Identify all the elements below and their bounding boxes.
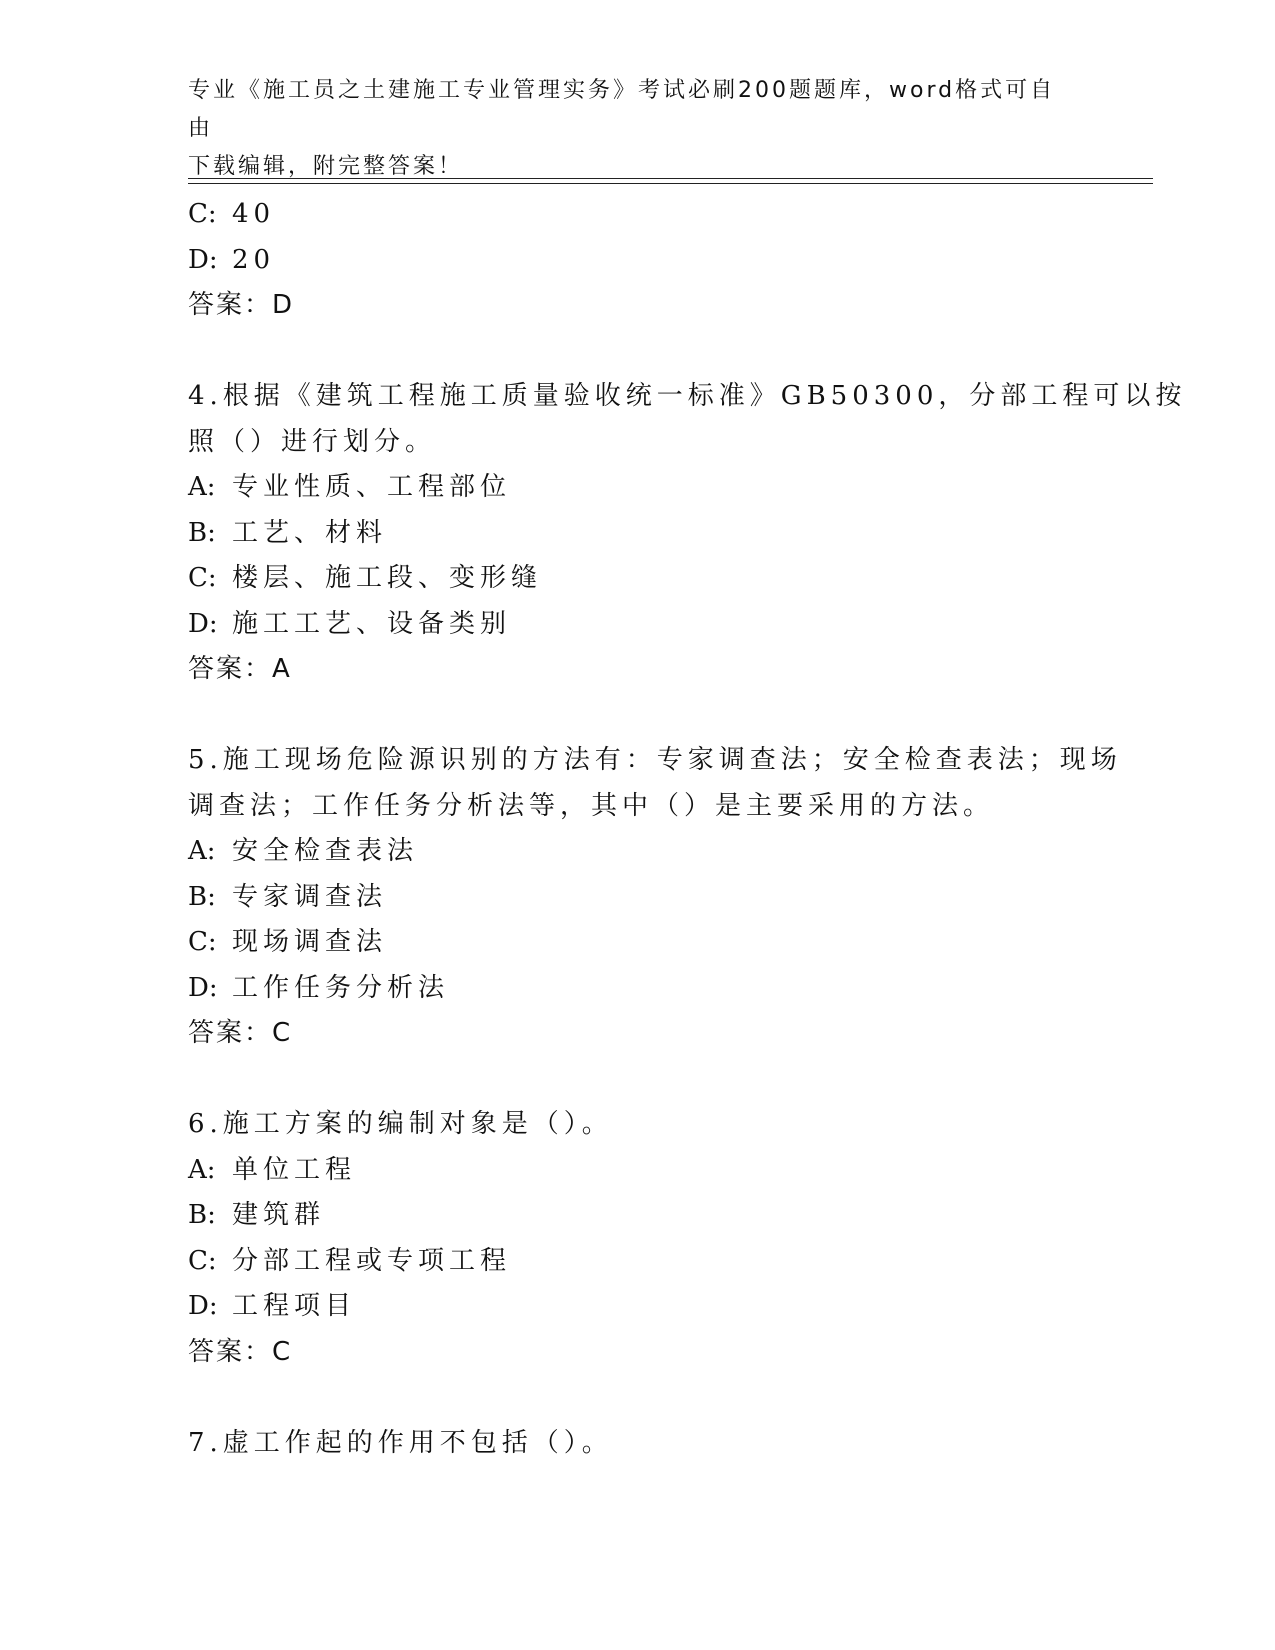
option-b [188,511,1088,557]
option-letter: A: [188,472,216,502]
question-4 [188,374,1187,693]
option-d [188,602,1088,648]
option-letter: C: [188,563,217,593]
spacer [188,1057,1088,1103]
question-6 [188,1102,1088,1375]
answer-line: 答案：D [188,290,295,320]
option-a [188,1148,1088,1194]
option-text: 专业性质、工程部位 [232,472,512,502]
option-d [188,966,1088,1012]
option-text: 建筑群 [232,1200,326,1230]
option-letter: D: [188,244,218,275]
option-text: 分部工程或专项工程 [232,1245,512,1276]
spacer [188,693,1088,739]
option-letter: C: [188,199,217,229]
option-letter: B: [188,517,216,548]
option-b [188,1193,1088,1239]
option-text: 安全检查表法 [232,836,419,866]
option-text: 施工工艺、设备类别 [232,608,512,639]
option-c [188,1239,1088,1285]
option-text: 工程项目 [232,1291,357,1321]
answer-line: 答案：C [188,1336,293,1367]
header-line-2: 下载编辑，附完整答案！ [188,154,464,179]
spacer [188,1375,1088,1421]
spacer [188,329,1088,375]
option-text: 工艺、材料 [232,517,388,548]
question-stem-cont: 调查法；工作任务分析法等，其中（）是主要采用的方法。 [188,790,995,821]
option-letter: D: [188,1291,218,1321]
option-text: 单位工程 [232,1154,357,1185]
document-header [188,72,1068,186]
option-letter: A: [188,1154,216,1185]
question-stem: 4.根据《建筑工程施工质量验收统一标准》GB50300，分部工程可以按 [188,381,1187,411]
answer-line: 答案：C [188,1018,293,1048]
option-d [188,1284,1088,1330]
question-3-tail [188,192,1088,329]
option-letter: B: [188,1200,216,1230]
question-5 [188,738,1122,1057]
option-c [188,192,1088,238]
option-d [188,238,1088,284]
option-letter: D: [188,972,218,1003]
option-letter: A: [188,836,216,866]
option-text: 工作任务分析法 [232,972,450,1003]
option-text: 楼层、施工段、变形缝 [232,563,543,593]
option-c [188,556,1088,602]
header-line-1: 专业《施工员之土建施工专业管理实务》考试必刷200题题库，word格式可自由 [188,78,1056,141]
option-letter: B: [188,881,216,912]
option-text: 现场调查法 [232,927,388,957]
header-divider-bottom [188,183,1153,184]
question-stem: 5.施工现场危险源识别的方法有：专家调查法；安全检查表法；现场 [188,745,1122,775]
option-letter: C: [188,1245,217,1276]
question-7 [188,1421,1088,1467]
option-c [188,920,1088,966]
option-text: 专家调查法 [232,881,388,912]
option-letter: D: [188,608,218,639]
option-text: 20 [232,244,276,275]
question-stem: 6.施工方案的编制对象是（）。 [188,1109,613,1139]
question-stem-cont: 照（）进行划分。 [188,426,437,457]
option-letter: C: [188,927,217,957]
option-b [188,875,1088,921]
option-text: 40 [232,199,276,229]
option-a [188,465,1088,511]
question-list [188,192,1187,1466]
question-stem: 7.虚工作起的作用不包括（）。 [188,1427,613,1458]
option-a [188,829,1088,875]
header-divider-top [188,178,1153,179]
answer-line: 答案：A [188,654,292,684]
